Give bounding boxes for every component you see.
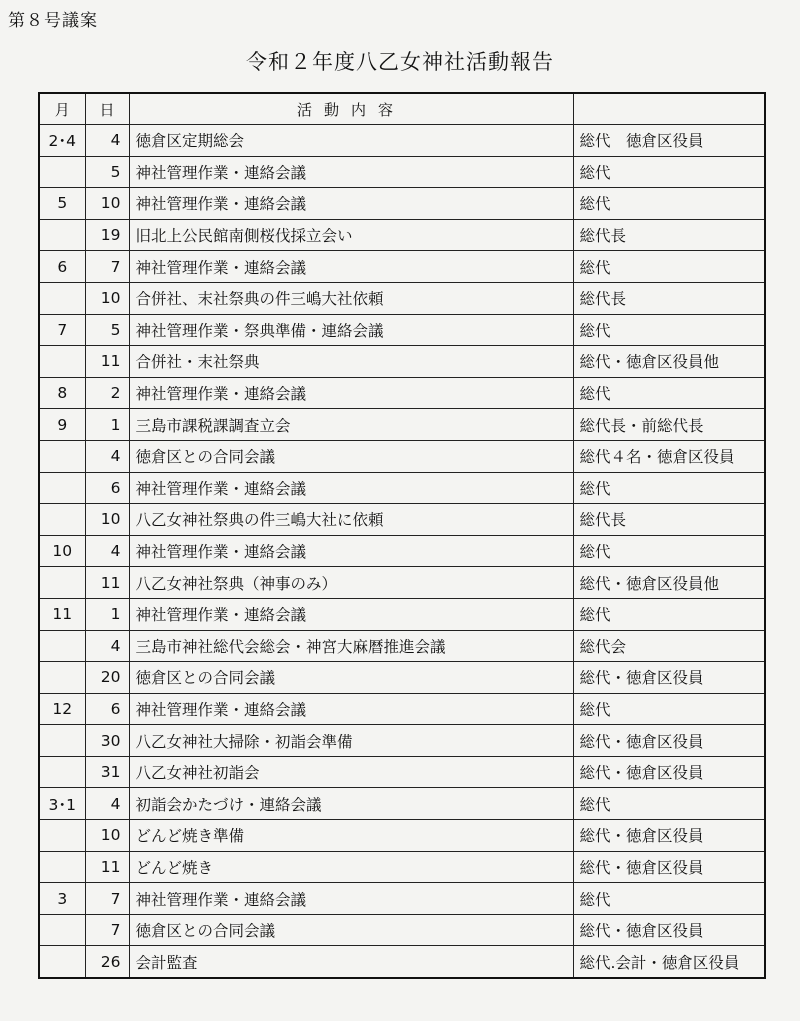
cell-month: [39, 851, 85, 883]
header-activity: 活動内容: [129, 93, 573, 125]
cell-attendees: 総代: [573, 535, 765, 567]
cell-day: 4: [85, 440, 129, 472]
cell-activity: 合併社・末社祭典: [129, 346, 573, 378]
cell-month: 11: [39, 598, 85, 630]
cell-attendees: 総代・徳倉区役員: [573, 725, 765, 757]
cell-activity: 八乙女神社大掃除・初詣会準備: [129, 725, 573, 757]
header-day: 日: [85, 93, 129, 125]
cell-activity: 徳倉区との合同会議: [129, 914, 573, 946]
table-row: [39, 504, 765, 536]
table-row: [39, 820, 765, 852]
cell-day: 11: [85, 567, 129, 599]
cell-month: 7: [39, 314, 85, 346]
table-row: [39, 788, 765, 820]
table-row: [39, 662, 765, 694]
cell-attendees: 総代: [573, 156, 765, 188]
cell-attendees: 総代・徳倉区役員: [573, 820, 765, 852]
cell-day: 5: [85, 156, 129, 188]
table-body: [39, 125, 765, 979]
table-row: [39, 693, 765, 725]
cell-attendees: 総代・徳倉区役員: [573, 914, 765, 946]
cell-month: [39, 567, 85, 599]
cell-month: [39, 346, 85, 378]
cell-activity: 神社管理作業・連絡会議: [129, 883, 573, 915]
activity-report-table: [38, 92, 766, 979]
table-header-row: [39, 93, 765, 125]
cell-day: 4: [85, 630, 129, 662]
cell-day: 31: [85, 756, 129, 788]
table-row: [39, 440, 765, 472]
cell-activity: 徳倉区との合同会議: [129, 440, 573, 472]
cell-day: 20: [85, 662, 129, 694]
table-row: [39, 409, 765, 441]
cell-month: [39, 630, 85, 662]
cell-activity: 八乙女神社初詣会: [129, 756, 573, 788]
cell-day: 4: [85, 125, 129, 157]
cell-month: [39, 156, 85, 188]
table-row: [39, 883, 765, 915]
cell-activity: 八乙女神社祭典（神事のみ）: [129, 567, 573, 599]
table-row: [39, 156, 765, 188]
cell-activity: 旧北上公民館南側桜伐採立会い: [129, 219, 573, 251]
cell-activity: 八乙女神社祭典の件三嶋大社に依頼: [129, 504, 573, 536]
header-month: 月: [39, 93, 85, 125]
table-row: [39, 251, 765, 283]
cell-attendees: 総代: [573, 251, 765, 283]
cell-attendees: 総代: [573, 472, 765, 504]
cell-day: 10: [85, 282, 129, 314]
cell-attendees: 総代長・前総代長: [573, 409, 765, 441]
cell-month: [39, 504, 85, 536]
cell-month: 10: [39, 535, 85, 567]
cell-day: 30: [85, 725, 129, 757]
cell-month: [39, 440, 85, 472]
cell-attendees: 総代: [573, 377, 765, 409]
table-row: [39, 188, 765, 220]
cell-activity: 神社管理作業・連絡会議: [129, 156, 573, 188]
cell-day: 7: [85, 883, 129, 915]
cell-attendees: 総代: [573, 188, 765, 220]
cell-day: 4: [85, 535, 129, 567]
cell-month: [39, 472, 85, 504]
table-row: [39, 346, 765, 378]
cell-attendees: 総代: [573, 883, 765, 915]
table-row: [39, 314, 765, 346]
cell-day: 2: [85, 377, 129, 409]
table-row: [39, 282, 765, 314]
cell-activity: 徳倉区との合同会議: [129, 662, 573, 694]
table-row: [39, 567, 765, 599]
cell-activity: 神社管理作業・連絡会議: [129, 598, 573, 630]
table-row: [39, 377, 765, 409]
cell-activity: 神社管理作業・連絡会議: [129, 251, 573, 283]
cell-activity: どんど焼き準備: [129, 820, 573, 852]
header-attendees: [573, 93, 765, 125]
cell-attendees: 総代・徳倉区役員: [573, 756, 765, 788]
cell-day: 7: [85, 251, 129, 283]
cell-activity: 三島市神社総代会総会・神宮大麻暦推進会議: [129, 630, 573, 662]
cell-attendees: 総代: [573, 693, 765, 725]
cell-attendees: 総代 徳倉区役員: [573, 125, 765, 157]
table-row: [39, 219, 765, 251]
document-title: 令和２年度八乙女神社活動報告: [246, 50, 554, 74]
cell-month: 2･4: [39, 125, 85, 157]
cell-attendees: 総代: [573, 314, 765, 346]
cell-attendees: 総代長: [573, 504, 765, 536]
table-row: [39, 535, 765, 567]
cell-activity: どんど焼き: [129, 851, 573, 883]
cell-attendees: 総代・徳倉区役員他: [573, 567, 765, 599]
cell-month: 9: [39, 409, 85, 441]
cell-day: 7: [85, 914, 129, 946]
table-row: [39, 598, 765, 630]
cell-activity: 神社管理作業・祭典準備・連絡会議: [129, 314, 573, 346]
cell-month: 5: [39, 188, 85, 220]
cell-activity: 神社管理作業・連絡会議: [129, 693, 573, 725]
cell-day: 6: [85, 472, 129, 504]
cell-month: [39, 219, 85, 251]
cell-month: 12: [39, 693, 85, 725]
cell-activity: 神社管理作業・連絡会議: [129, 377, 573, 409]
cell-day: 26: [85, 946, 129, 978]
cell-day: 10: [85, 820, 129, 852]
cell-day: 10: [85, 504, 129, 536]
cell-month: 6: [39, 251, 85, 283]
table-row: [39, 472, 765, 504]
cell-day: 19: [85, 219, 129, 251]
cell-activity: 三島市課税課調査立会: [129, 409, 573, 441]
cell-month: [39, 820, 85, 852]
cell-day: 11: [85, 346, 129, 378]
cell-month: [39, 725, 85, 757]
cell-attendees: 総代: [573, 598, 765, 630]
cell-month: [39, 946, 85, 978]
cell-attendees: 総代・徳倉区役員他: [573, 346, 765, 378]
cell-attendees: 総代・徳倉区役員: [573, 851, 765, 883]
cell-month: 8: [39, 377, 85, 409]
cell-day: 1: [85, 409, 129, 441]
cell-attendees: 総代・徳倉区役員: [573, 662, 765, 694]
cell-attendees: 総代長: [573, 219, 765, 251]
table-row: [39, 914, 765, 946]
cell-attendees: 総代長: [573, 282, 765, 314]
cell-activity: 神社管理作業・連絡会議: [129, 188, 573, 220]
table-row: [39, 756, 765, 788]
cell-activity: 神社管理作業・連絡会議: [129, 472, 573, 504]
table-row: [39, 125, 765, 157]
cell-day: 10: [85, 188, 129, 220]
cell-day: 1: [85, 598, 129, 630]
cell-day: 4: [85, 788, 129, 820]
cell-activity: 徳倉区定期総会: [129, 125, 573, 157]
table-row: [39, 851, 765, 883]
cell-activity: 合併社、末社祭典の件三嶋大社依頼: [129, 282, 573, 314]
cell-activity: 神社管理作業・連絡会議: [129, 535, 573, 567]
cell-activity: 会計監査: [129, 946, 573, 978]
cell-month: [39, 662, 85, 694]
table-row: [39, 725, 765, 757]
cell-month: [39, 282, 85, 314]
cell-day: 5: [85, 314, 129, 346]
cell-attendees: 総代.会計・徳倉区役員: [573, 946, 765, 978]
cell-month: 3: [39, 883, 85, 915]
cell-attendees: 総代: [573, 788, 765, 820]
cell-month: [39, 756, 85, 788]
cell-month: [39, 914, 85, 946]
cell-day: 11: [85, 851, 129, 883]
document-label: 第８号議案: [8, 11, 98, 31]
table-row: [39, 946, 765, 978]
cell-attendees: 総代会: [573, 630, 765, 662]
cell-month: 3･1: [39, 788, 85, 820]
cell-day: 6: [85, 693, 129, 725]
table-row: [39, 630, 765, 662]
cell-activity: 初詣会かたづけ・連絡会議: [129, 788, 573, 820]
cell-attendees: 総代４名・徳倉区役員: [573, 440, 765, 472]
